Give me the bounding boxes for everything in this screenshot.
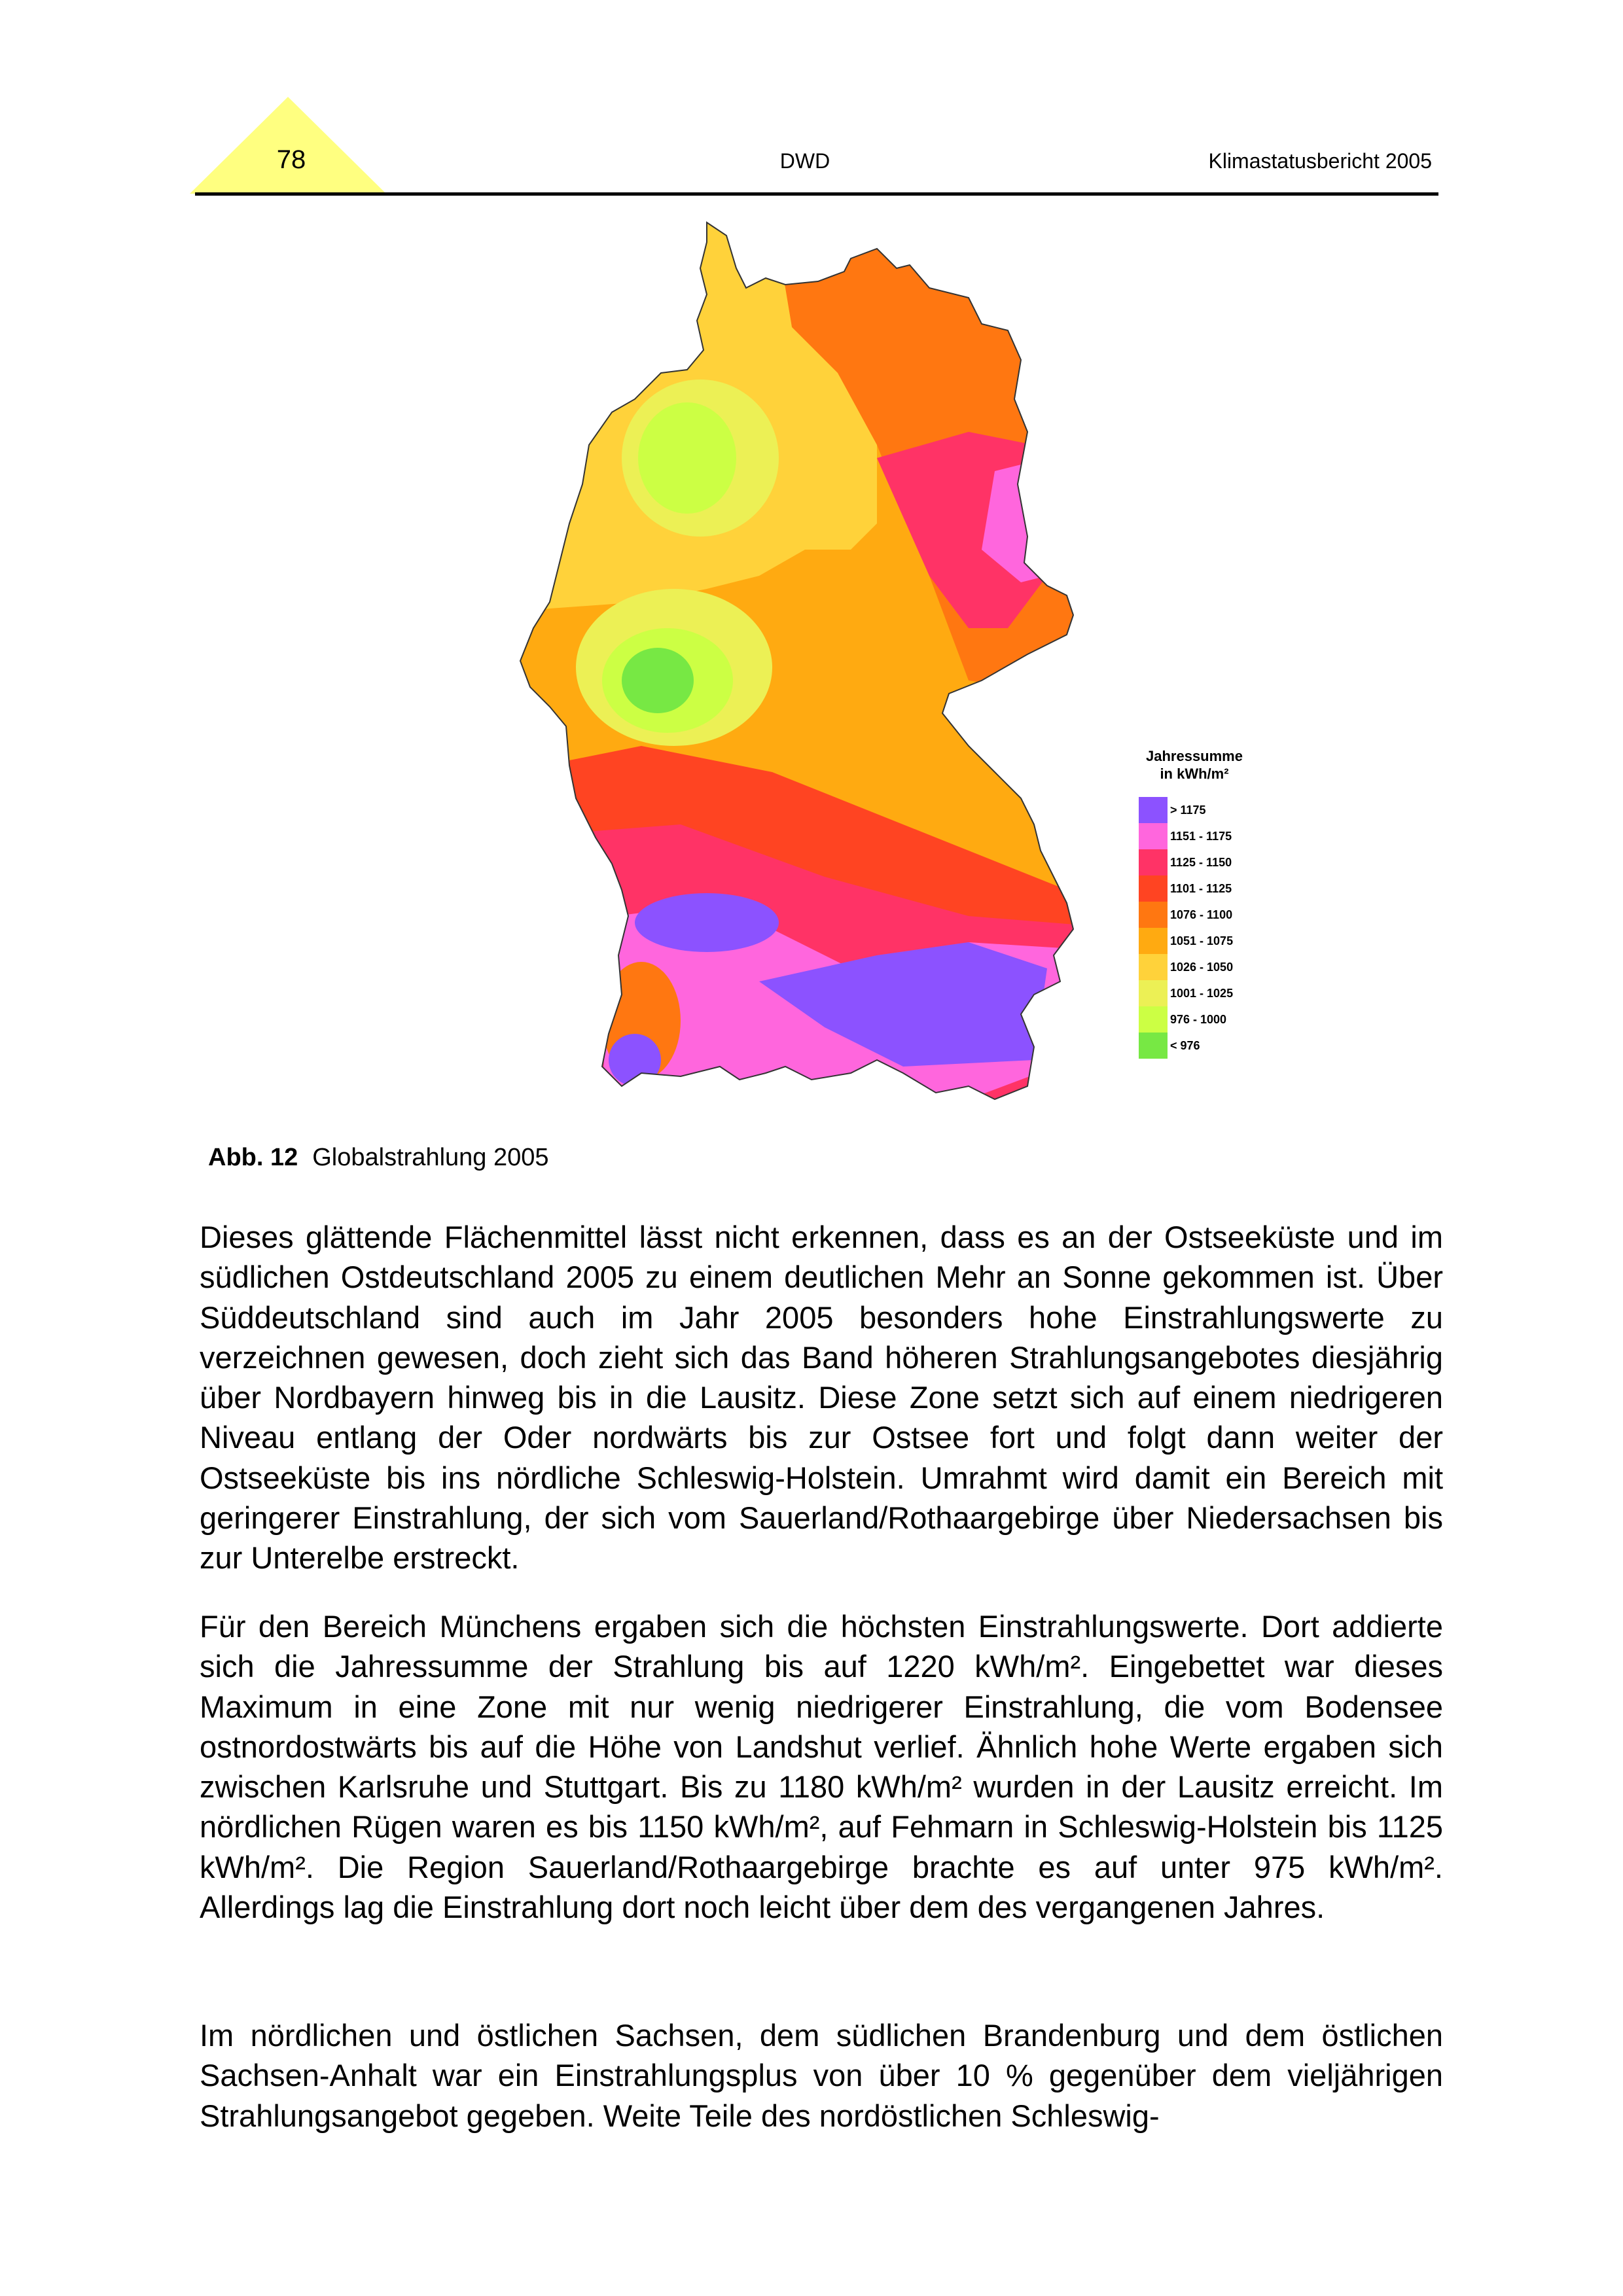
figure-caption-text: Globalstrahlung 2005: [312, 1144, 549, 1171]
legend-label: 976 - 1000: [1170, 1013, 1227, 1026]
paragraph: Im nördlichen und östlichen Sachsen, dem südlichen Brandenburg und dem östlichen Sachsen-Anhalt war ein Einstrahlungsplus von über 10 % gegenüber dem vieljährigen Strahlungsangebot gegeben. Weite Teile des nordöstlichen Schleswig-: [200, 2018, 1443, 2133]
legend-label: < 976: [1170, 1039, 1200, 1052]
header-rule: [195, 192, 1438, 196]
legend-title-text: Jahressumme: [1146, 748, 1243, 764]
legend-label: 1101 - 1125: [1170, 882, 1232, 895]
legend-swatch: [1139, 928, 1168, 954]
legend-label: 1026 - 1050: [1170, 961, 1234, 974]
legend-swatch: [1139, 797, 1168, 823]
page-number: 78: [276, 145, 306, 174]
legend-label: 1001 - 1025: [1170, 987, 1234, 1000]
legend-swatch: [1139, 1006, 1168, 1033]
legend-label: > 1175: [1170, 804, 1206, 817]
germany-radiation-map: [510, 209, 1132, 1139]
header-publisher: DWD: [779, 149, 830, 173]
legend-label: 1076 - 1100: [1170, 908, 1233, 921]
legend-label: 1051 - 1075: [1170, 934, 1234, 947]
legend-swatch: [1139, 954, 1168, 980]
legend-unit-text: in kWh/m²: [1160, 766, 1229, 782]
legend-swatch: [1139, 823, 1168, 849]
paragraph: Für den Bereich Münchens ergaben sich die höchsten Einstrahlungswerte. Dort addierte sich die Jahressumme der Strahlung bis auf 1220 kWh/m². Eingebettet war dieses Maximum in eine Zone mit nur wenig niedrigerer Einstrahlung, die vom Bodensee ostnordostwärts bis auf die Höhe von Landshut verlief. Ähnlich hohe Werte ergaben sich zwischen Karlsruhe und Stuttgart. Bis zu 1180 kWh/m² wurden in der Lausitz erreicht. Im nördlichen Rügen waren es bis 1150 kWh/m², auf Fehmarn in Schleswig-Holstein bis 1125 kWh/m². Die Region Sauerland/Rothaargebirge brachte es auf unter 975 kWh/m². Allerdings lag die Einstrahlung dort noch leicht über dem des vergangenen Jahres.: [200, 1609, 1443, 1925]
legend-swatch: [1139, 875, 1168, 902]
legend-label: 1125 - 1150: [1170, 856, 1232, 869]
legend-swatch: [1139, 849, 1168, 875]
header-report-title: Klimastatusbericht 2005: [1208, 149, 1432, 173]
legend-swatch: [1139, 1033, 1168, 1059]
legend-swatch: [1139, 980, 1168, 1006]
paragraph: Dieses glättende Flächenmittel lässt nicht erkennen, dass es an der Ostseeküste und im südlichen Ostdeutschland 2005 zu einem deutlichen Mehr an Sonne gekommen ist. Über Süddeutschland sind auch im Jahr 2005 besonders hohe Einstrahlungswerte zu verzeichnen gewesen, doch zieht sich das Band höheren Strahlungsangebotes diesjährig über Nordbayern hinweg bis in die Lausitz. Diese Zone setzt sich auf einem niedrigeren Niveau entlang der Oder nordwärts bis zur Ostsee fort und folgt dann weiter der Ostseeküste bis ins nördliche Schleswig-Holstein. Umrahmt wird damit ein Bereich mit geringerer Einstrahlung, der sich vom Sauerland/Rothaargebirge über Niedersachsen bis zur Unterelbe erstreckt.: [200, 1220, 1443, 1576]
figure-caption: [208, 1144, 549, 1172]
figure-caption-label: Abb. 12: [208, 1144, 298, 1171]
legend-title: [1119, 747, 1270, 783]
legend-swatch: [1139, 902, 1168, 928]
legend-label: 1151 - 1175: [1170, 830, 1232, 843]
